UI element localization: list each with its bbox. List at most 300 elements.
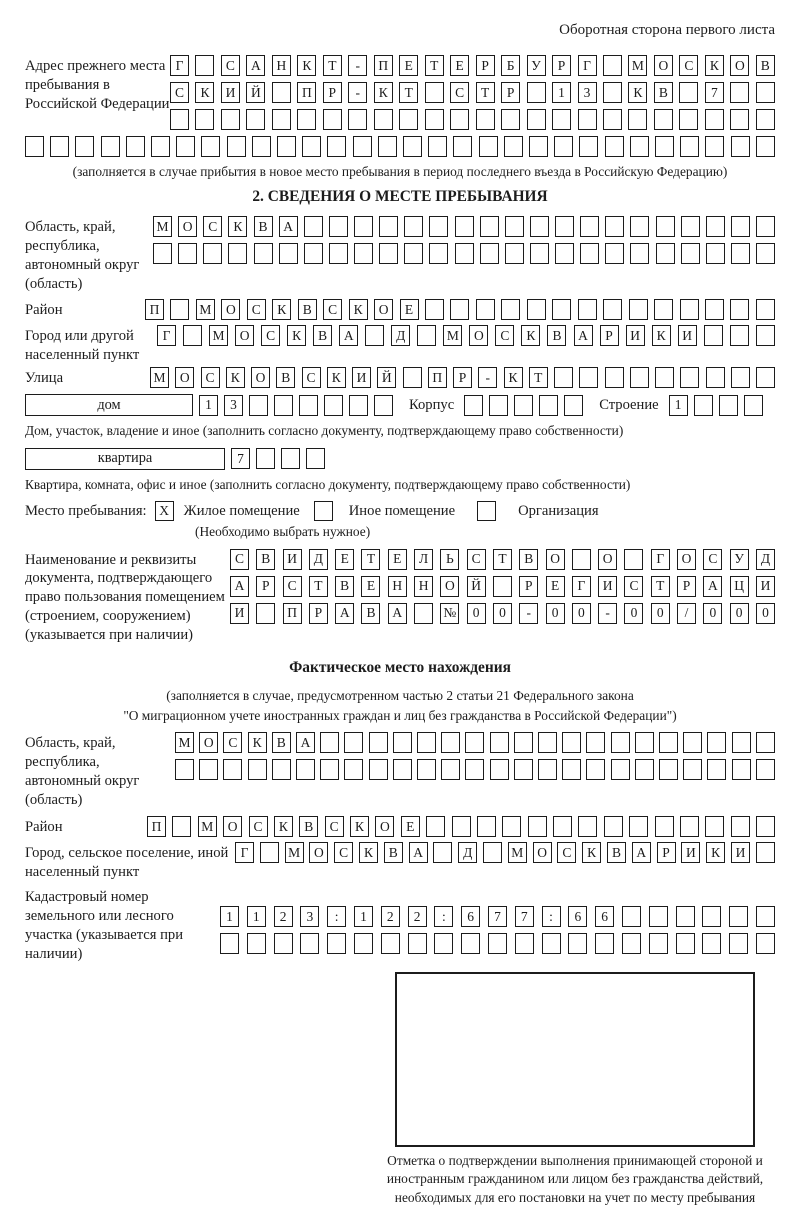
checkbox-inoe[interactable] (314, 501, 333, 521)
form-cell[interactable] (555, 243, 574, 264)
form-cell[interactable]: 1 (220, 906, 239, 927)
form-cell[interactable] (514, 732, 533, 753)
form-cell[interactable]: 0 (493, 603, 512, 624)
form-cell[interactable] (246, 109, 265, 130)
form-cell[interactable]: У (730, 549, 749, 570)
form-cell[interactable] (635, 732, 654, 753)
form-cell[interactable] (101, 136, 120, 157)
form-cell[interactable]: К (374, 82, 393, 103)
form-cell[interactable] (530, 243, 549, 264)
form-cell[interactable] (654, 109, 673, 130)
form-cell[interactable]: В (276, 367, 295, 388)
form-cell[interactable] (756, 759, 775, 780)
form-cell[interactable]: И (626, 325, 645, 346)
form-cell[interactable] (527, 109, 546, 130)
form-cell[interactable] (299, 395, 318, 416)
form-cell[interactable] (320, 759, 339, 780)
form-cell[interactable] (586, 759, 605, 780)
form-cell[interactable] (578, 816, 597, 837)
form-cell[interactable]: 1 (552, 82, 571, 103)
form-cell[interactable]: Й (246, 82, 265, 103)
form-cell[interactable] (505, 243, 524, 264)
form-cell[interactable] (393, 732, 412, 753)
form-cell[interactable] (514, 395, 533, 416)
form-cell[interactable]: А (409, 842, 428, 863)
form-cell[interactable] (659, 732, 678, 753)
form-cell[interactable] (279, 243, 298, 264)
form-cell[interactable] (756, 816, 775, 837)
form-cell[interactable] (296, 759, 315, 780)
form-cell[interactable] (277, 136, 296, 157)
form-cell[interactable]: К (359, 842, 378, 863)
form-cell[interactable]: В (361, 603, 380, 624)
form-cell[interactable]: О (677, 549, 696, 570)
form-cell[interactable]: К (652, 325, 671, 346)
form-cell[interactable]: И (681, 842, 700, 863)
form-cell[interactable]: А (230, 576, 249, 597)
form-cell[interactable]: С (703, 549, 722, 570)
form-cell[interactable] (649, 906, 668, 927)
form-cell[interactable]: 6 (461, 906, 480, 927)
form-cell[interactable]: 0 (467, 603, 486, 624)
form-cell[interactable] (379, 216, 398, 237)
form-cell[interactable]: Р (256, 576, 275, 597)
form-cell[interactable] (702, 906, 721, 927)
form-cell[interactable]: О (199, 732, 218, 753)
form-cell[interactable]: : (542, 906, 561, 927)
form-cell[interactable]: С (334, 842, 353, 863)
form-cell[interactable] (272, 109, 291, 130)
form-cell[interactable]: С (230, 549, 249, 570)
form-cell[interactable]: Е (546, 576, 565, 597)
form-cell[interactable]: А (339, 325, 358, 346)
form-cell[interactable]: О (469, 325, 488, 346)
form-cell[interactable] (719, 395, 738, 416)
form-cell[interactable] (707, 732, 726, 753)
form-cell[interactable] (329, 216, 348, 237)
form-cell[interactable] (403, 136, 422, 157)
form-cell[interactable] (756, 325, 775, 346)
form-cell[interactable]: П (374, 55, 393, 76)
form-cell[interactable] (354, 243, 373, 264)
form-cell[interactable] (705, 299, 724, 320)
form-cell[interactable] (622, 933, 641, 954)
form-cell[interactable]: К (274, 816, 293, 837)
form-cell[interactable]: К (706, 842, 725, 863)
form-cell[interactable] (461, 933, 480, 954)
form-cell[interactable]: Р (309, 603, 328, 624)
form-cell[interactable]: 0 (756, 603, 775, 624)
form-cell[interactable]: 0 (703, 603, 722, 624)
form-cell[interactable]: Й (467, 576, 486, 597)
form-cell[interactable]: 6 (595, 906, 614, 927)
form-cell[interactable]: С (201, 367, 220, 388)
form-cell[interactable] (579, 367, 598, 388)
form-cell[interactable]: П (297, 82, 316, 103)
form-cell[interactable] (586, 732, 605, 753)
form-cell[interactable]: 6 (568, 906, 587, 927)
form-cell[interactable] (603, 109, 622, 130)
form-cell[interactable] (731, 216, 750, 237)
form-cell[interactable] (247, 933, 266, 954)
form-cell[interactable] (249, 395, 268, 416)
form-cell[interactable] (365, 325, 384, 346)
form-cell[interactable] (604, 816, 623, 837)
form-cell[interactable]: Д (309, 549, 328, 570)
form-cell[interactable] (756, 216, 775, 237)
form-cell[interactable] (553, 816, 572, 837)
form-cell[interactable] (595, 933, 614, 954)
form-cell[interactable]: Д (458, 842, 477, 863)
form-cell[interactable]: М (150, 367, 169, 388)
form-cell[interactable] (568, 933, 587, 954)
form-cell[interactable]: Р (519, 576, 538, 597)
form-cell[interactable] (320, 732, 339, 753)
form-cell[interactable] (465, 759, 484, 780)
form-cell[interactable] (272, 759, 291, 780)
form-cell[interactable] (429, 216, 448, 237)
form-cell[interactable] (323, 109, 342, 130)
form-cell[interactable]: А (246, 55, 265, 76)
form-cell[interactable] (732, 759, 751, 780)
form-cell[interactable]: Е (401, 816, 420, 837)
form-cell[interactable] (479, 136, 498, 157)
form-cell[interactable] (552, 299, 571, 320)
form-cell[interactable] (428, 136, 447, 157)
form-cell[interactable] (483, 842, 502, 863)
form-cell[interactable] (408, 933, 427, 954)
form-cell[interactable] (694, 395, 713, 416)
form-cell[interactable]: П (283, 603, 302, 624)
form-cell[interactable] (630, 243, 649, 264)
form-cell[interactable]: 2 (274, 906, 293, 927)
form-cell[interactable]: А (388, 603, 407, 624)
form-cell[interactable] (705, 816, 724, 837)
form-cell[interactable] (465, 732, 484, 753)
form-cell[interactable]: И (678, 325, 697, 346)
form-cell[interactable]: С (170, 82, 189, 103)
form-cell[interactable]: 0 (572, 603, 591, 624)
form-cell[interactable]: В (256, 549, 275, 570)
form-cell[interactable] (429, 243, 448, 264)
form-cell[interactable] (379, 243, 398, 264)
form-cell[interactable]: Т (399, 82, 418, 103)
form-cell[interactable] (306, 448, 325, 469)
form-cell[interactable]: - (348, 55, 367, 76)
form-cell[interactable]: К (504, 367, 523, 388)
form-cell[interactable]: А (632, 842, 651, 863)
form-cell[interactable]: Т (651, 576, 670, 597)
form-cell[interactable]: О (175, 367, 194, 388)
form-cell[interactable]: Д (756, 549, 775, 570)
form-cell[interactable] (344, 759, 363, 780)
form-cell[interactable] (304, 216, 323, 237)
form-cell[interactable] (272, 82, 291, 103)
form-cell[interactable]: Р (657, 842, 676, 863)
form-cell[interactable]: 0 (624, 603, 643, 624)
form-cell[interactable] (529, 136, 548, 157)
form-cell[interactable]: М (285, 842, 304, 863)
form-cell[interactable]: 3 (300, 906, 319, 927)
form-cell[interactable] (706, 367, 725, 388)
form-cell[interactable]: Т (425, 55, 444, 76)
form-cell[interactable]: В (298, 299, 317, 320)
form-cell[interactable] (564, 395, 583, 416)
form-cell[interactable]: - (478, 367, 497, 388)
form-cell[interactable] (302, 136, 321, 157)
form-cell[interactable] (425, 82, 444, 103)
form-cell[interactable]: О (598, 549, 617, 570)
form-cell[interactable] (629, 816, 648, 837)
form-cell[interactable] (403, 367, 422, 388)
form-cell[interactable]: - (519, 603, 538, 624)
form-cell[interactable] (655, 367, 674, 388)
form-cell[interactable]: Й (377, 367, 396, 388)
form-cell[interactable] (488, 933, 507, 954)
form-cell[interactable]: 0 (651, 603, 670, 624)
form-cell[interactable] (464, 395, 483, 416)
form-cell[interactable]: К (349, 299, 368, 320)
form-cell[interactable]: М (153, 216, 172, 237)
form-cell[interactable] (455, 216, 474, 237)
form-cell[interactable]: В (519, 549, 538, 570)
form-cell[interactable]: В (384, 842, 403, 863)
form-cell[interactable] (580, 216, 599, 237)
form-cell[interactable] (195, 55, 214, 76)
form-cell[interactable] (707, 759, 726, 780)
form-cell[interactable]: И (731, 842, 750, 863)
form-cell[interactable]: Г (170, 55, 189, 76)
form-cell[interactable] (426, 816, 445, 837)
form-cell[interactable] (756, 732, 775, 753)
form-cell[interactable] (515, 933, 534, 954)
form-cell[interactable]: О (533, 842, 552, 863)
form-cell[interactable] (730, 299, 749, 320)
form-cell[interactable]: К (628, 82, 647, 103)
form-cell[interactable] (327, 933, 346, 954)
form-cell[interactable]: 1 (199, 395, 218, 416)
form-cell[interactable]: С (302, 367, 321, 388)
form-cell[interactable] (493, 576, 512, 597)
form-cell[interactable] (477, 816, 496, 837)
form-cell[interactable] (579, 136, 598, 157)
form-cell[interactable] (628, 109, 647, 130)
form-cell[interactable]: Ь (440, 549, 459, 570)
form-cell[interactable] (25, 136, 44, 157)
form-cell[interactable]: С (624, 576, 643, 597)
form-cell[interactable] (490, 732, 509, 753)
form-cell[interactable] (656, 216, 675, 237)
form-cell[interactable] (329, 243, 348, 264)
form-cell[interactable]: Г (235, 842, 254, 863)
form-cell[interactable] (490, 759, 509, 780)
checkbox-organizatsiya[interactable] (477, 501, 496, 521)
form-cell[interactable] (731, 816, 750, 837)
form-cell[interactable]: Т (323, 55, 342, 76)
form-cell[interactable]: Т (476, 82, 495, 103)
form-cell[interactable] (170, 299, 189, 320)
form-cell[interactable] (655, 816, 674, 837)
form-cell[interactable]: В (299, 816, 318, 837)
form-cell[interactable] (327, 136, 346, 157)
form-cell[interactable]: 7 (488, 906, 507, 927)
form-cell[interactable]: В (756, 55, 775, 76)
form-cell[interactable] (441, 759, 460, 780)
form-cell[interactable] (256, 448, 275, 469)
form-cell[interactable] (622, 906, 641, 927)
form-cell[interactable] (450, 299, 469, 320)
form-cell[interactable] (369, 759, 388, 780)
form-cell[interactable]: С (325, 816, 344, 837)
form-cell[interactable]: С (249, 816, 268, 837)
form-cell[interactable] (655, 136, 674, 157)
form-cell[interactable] (705, 109, 724, 130)
form-cell[interactable] (425, 299, 444, 320)
form-cell[interactable]: Е (361, 576, 380, 597)
form-cell[interactable] (172, 816, 191, 837)
form-cell[interactable]: О (309, 842, 328, 863)
form-cell[interactable]: К (272, 299, 291, 320)
form-cell[interactable]: - (348, 82, 367, 103)
form-cell[interactable] (126, 136, 145, 157)
form-cell[interactable] (480, 243, 499, 264)
form-cell[interactable] (274, 933, 293, 954)
form-cell[interactable] (170, 109, 189, 130)
form-cell[interactable]: А (703, 576, 722, 597)
form-cell[interactable]: Р (323, 82, 342, 103)
form-cell[interactable] (635, 759, 654, 780)
form-cell[interactable] (349, 395, 368, 416)
form-cell[interactable] (260, 842, 279, 863)
form-cell[interactable] (199, 759, 218, 780)
form-cell[interactable]: 1 (247, 906, 266, 927)
form-cell[interactable]: Б (501, 55, 520, 76)
form-cell[interactable] (630, 367, 649, 388)
form-cell[interactable]: Р (501, 82, 520, 103)
form-cell[interactable] (252, 136, 271, 157)
form-cell[interactable] (304, 243, 323, 264)
form-cell[interactable] (756, 109, 775, 130)
form-cell[interactable] (681, 243, 700, 264)
form-cell[interactable] (175, 759, 194, 780)
form-cell[interactable] (50, 136, 69, 157)
form-cell[interactable] (659, 759, 678, 780)
form-cell[interactable] (580, 243, 599, 264)
form-cell[interactable]: П (147, 816, 166, 837)
form-cell[interactable]: 3 (224, 395, 243, 416)
form-cell[interactable] (274, 395, 293, 416)
form-cell[interactable]: 1 (354, 906, 373, 927)
form-cell[interactable]: Т (309, 576, 328, 597)
form-cell[interactable] (756, 243, 775, 264)
form-cell[interactable] (453, 136, 472, 157)
form-cell[interactable]: 0 (730, 603, 749, 624)
form-cell[interactable] (756, 367, 775, 388)
form-cell[interactable] (730, 82, 749, 103)
form-cell[interactable] (756, 299, 775, 320)
form-cell[interactable] (153, 243, 172, 264)
form-cell[interactable]: О (440, 576, 459, 597)
form-cell[interactable] (414, 603, 433, 624)
form-cell[interactable] (730, 109, 749, 130)
form-cell[interactable]: Ц (730, 576, 749, 597)
form-cell[interactable]: Л (414, 549, 433, 570)
form-cell[interactable] (555, 216, 574, 237)
form-cell[interactable] (220, 933, 239, 954)
form-cell[interactable] (223, 759, 242, 780)
form-cell[interactable]: С (247, 299, 266, 320)
form-cell[interactable] (254, 243, 273, 264)
form-cell[interactable] (228, 243, 247, 264)
form-cell[interactable] (504, 136, 523, 157)
form-cell[interactable] (603, 82, 622, 103)
form-cell[interactable]: Т (493, 549, 512, 570)
form-cell[interactable]: М (508, 842, 527, 863)
form-cell[interactable] (731, 136, 750, 157)
form-cell[interactable]: К (226, 367, 245, 388)
form-cell[interactable]: Р (600, 325, 619, 346)
form-cell[interactable] (680, 299, 699, 320)
form-cell[interactable] (178, 243, 197, 264)
form-cell[interactable] (75, 136, 94, 157)
form-cell[interactable] (425, 109, 444, 130)
form-cell[interactable]: Е (399, 55, 418, 76)
form-cell[interactable]: А (335, 603, 354, 624)
form-cell[interactable] (434, 933, 453, 954)
form-cell[interactable]: Т (529, 367, 548, 388)
form-cell[interactable]: К (228, 216, 247, 237)
form-cell[interactable]: С (495, 325, 514, 346)
form-cell[interactable]: В (547, 325, 566, 346)
checkbox-zhiloe[interactable]: X (155, 501, 174, 521)
form-cell[interactable] (732, 732, 751, 753)
form-cell[interactable] (542, 933, 561, 954)
form-cell[interactable] (605, 216, 624, 237)
form-cell[interactable] (572, 549, 591, 570)
form-cell[interactable] (501, 109, 520, 130)
form-cell[interactable] (417, 325, 436, 346)
form-cell[interactable] (530, 216, 549, 237)
form-cell[interactable]: Р (476, 55, 495, 76)
form-cell[interactable]: А (574, 325, 593, 346)
form-cell[interactable] (256, 603, 275, 624)
form-cell[interactable]: С (221, 55, 240, 76)
form-cell[interactable] (417, 732, 436, 753)
form-cell[interactable] (756, 906, 775, 927)
form-cell[interactable] (369, 732, 388, 753)
form-cell[interactable] (683, 732, 702, 753)
form-cell[interactable] (679, 82, 698, 103)
form-cell[interactable]: К (350, 816, 369, 837)
form-cell[interactable]: В (254, 216, 273, 237)
form-cell[interactable] (353, 136, 372, 157)
form-cell[interactable] (297, 109, 316, 130)
form-cell[interactable]: М (443, 325, 462, 346)
form-cell[interactable]: М (196, 299, 215, 320)
form-cell[interactable]: 2 (381, 906, 400, 927)
form-cell[interactable] (578, 299, 597, 320)
form-cell[interactable] (354, 933, 373, 954)
form-cell[interactable]: Е (450, 55, 469, 76)
form-cell[interactable]: - (598, 603, 617, 624)
form-cell[interactable]: К (327, 367, 346, 388)
form-cell[interactable] (705, 136, 724, 157)
form-cell[interactable] (441, 732, 460, 753)
form-cell[interactable] (676, 906, 695, 927)
form-cell[interactable]: П (428, 367, 447, 388)
form-cell[interactable] (176, 136, 195, 157)
form-cell[interactable]: И (756, 576, 775, 597)
